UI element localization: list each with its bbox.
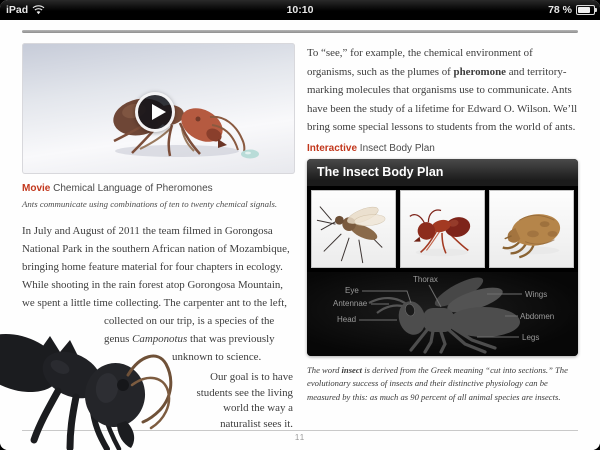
interactive-title: Insect Body Plan (357, 142, 435, 154)
battery-percent: 78 % (548, 4, 572, 16)
widget-panel-flea[interactable] (489, 190, 574, 268)
interactive-caption (307, 143, 578, 154)
widget-title: The Insect Body Plan (307, 159, 578, 186)
movie-caption (22, 183, 295, 194)
diagram-label-eye: Eye (345, 285, 359, 295)
carpenter-ant-photo (0, 333, 196, 450)
paragraph-pheromone: To “see,” for example, the chemical environment of organisms, such as the plumes of pheromone and territory-marking molecules that organisms use to communicate. Ants have been the study of a lifetime for Edward O. Wilson. We’ll bring some special lessons to students from the world of ants. (307, 47, 578, 133)
clock: 10:10 (286, 4, 314, 16)
device-label: iPad (6, 4, 29, 16)
widget-panel-ant[interactable] (400, 190, 485, 268)
top-divider (22, 30, 578, 33)
status-bar (0, 0, 600, 20)
play-button[interactable] (135, 92, 175, 132)
flea-icon (490, 191, 573, 267)
movie-title: Chemical Language of Pheromones (50, 183, 213, 194)
red-ant-icon (401, 191, 484, 267)
genus-name: Camponotus (132, 333, 188, 345)
widget-panel-mosquito[interactable] (311, 190, 396, 268)
page-number: 11 (294, 433, 306, 442)
video-player[interactable] (22, 43, 295, 174)
diagram-label-thorax: Thorax (413, 274, 438, 284)
right-column (307, 44, 578, 413)
interactive-kicker: Interactive (307, 142, 358, 154)
video-subcaption: Ants communicate using combinations of ten to twenty chemical signals. (22, 199, 278, 209)
bold-pheromone: pheromone (453, 65, 506, 78)
widget-diagram[interactable] (307, 272, 578, 356)
play-icon (152, 104, 166, 120)
diagram-label-abdomen: Abdomen (520, 311, 555, 321)
diagram-label-wings: Wings (525, 289, 548, 299)
movie-kicker: Movie (22, 183, 51, 194)
battery-icon (576, 5, 595, 15)
diagram-label-head: Head (337, 314, 357, 324)
diagram-label-antennae: Antennae (333, 298, 368, 308)
widget-image-strip (307, 186, 578, 272)
bold-insect: insect (341, 364, 363, 375)
paragraph-gorongosa: In July and August of 2011 the team filmed in Gorongosa National Park in the southern African nation of Mozambique, bringing home feature material for four chapters in ecology. While shooting in the rain forest atop Gorongosa Mountain, we spent a little time collecting. The carpenter ant to the left, collected on our trip, is a species of the genus Camponotus that was previously unknown to science. (22, 225, 290, 363)
widget-caption: The word insect is derived from the Greek meaning “cut into sections.” The evolutionary success of insects and their distinctive physiology can be measured by this: as much as 90 percent of all animal species are insects. (307, 364, 568, 402)
book-page (0, 20, 600, 450)
mosquito-icon (312, 191, 395, 267)
insect-body-plan-widget[interactable] (307, 159, 578, 356)
paragraph-goal: Our goal is to have students see the living world the way a naturalist sees it. (196, 371, 293, 430)
diagram-label-legs: Legs (522, 332, 540, 342)
